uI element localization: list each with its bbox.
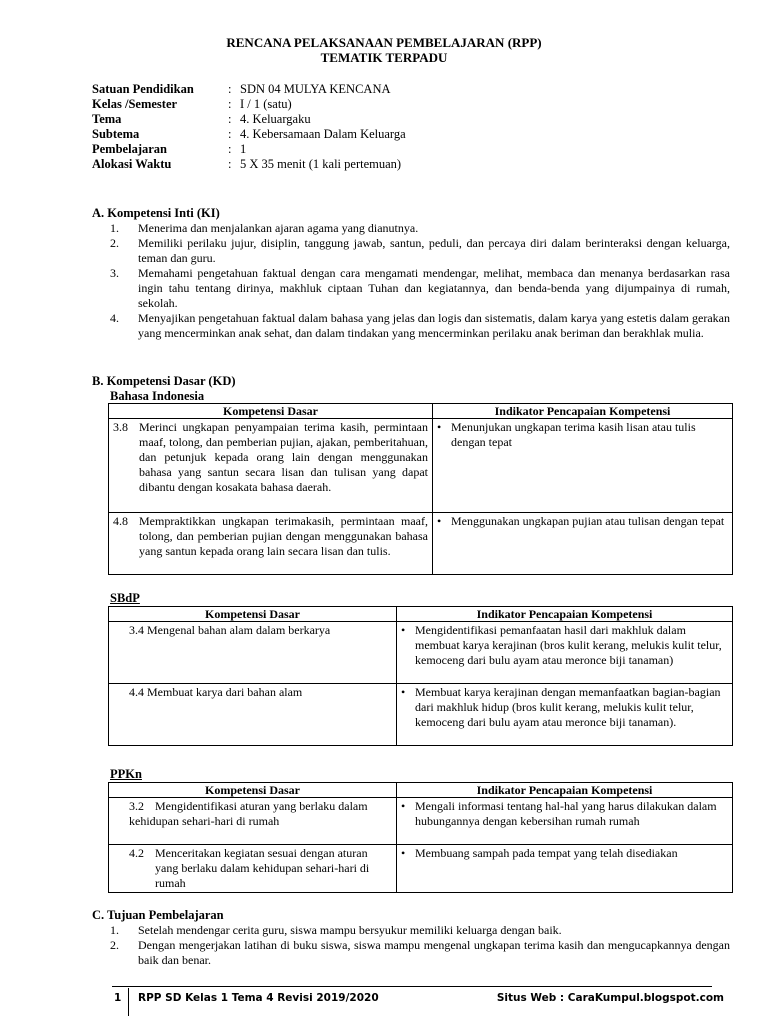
section-heading-ki: A. Kompetensi Inti (KI) (92, 206, 220, 220)
identity-label: Kelas /Semester (92, 97, 178, 111)
identity-value: I / 1 (satu) (240, 97, 292, 111)
kd-text: Menceritakan kegiatan sesuai dengan aturan yang berlaku dalam kehidupan sehari-hari di rumah (155, 846, 370, 890)
column-header-indikator: Indikator Pencapaian Kompetensi (433, 404, 733, 419)
list-text: Menerima dan menjalankan ajaran agama yang dianutnya. (138, 221, 419, 235)
bullet-icon: • (437, 420, 442, 434)
identity-row (92, 82, 406, 97)
column-header-indikator: Indikator Pencapaian Kompetensi (397, 783, 733, 798)
kd-cell (109, 798, 397, 845)
list-text: Memiliki perilaku jujur, disiplin, tanggung jawab, santun, peduli, dan percaya diri dalam berinteraksi dengan keluarga, teman dan guru. (138, 236, 730, 265)
bullet-icon: • (401, 799, 406, 813)
kd-text: Mengidentifikasi aturan yang berlaku dalam kehidupan sehari-hari di rumah (129, 799, 368, 828)
identity-colon: : (228, 82, 232, 96)
indikator-cell (433, 513, 733, 575)
list-text: Menyajikan pengetahuan faktual dalam bahasa yang jelas dan logis dan sistematis, dalam karya yang estetis dalam gerakan yang mencerminkan anak sehat, dan dalam tindakan yang mencerminkan perilaku anak beriman dan berakhlak mulia. (138, 311, 730, 340)
list-item (110, 311, 730, 341)
indikator-cell (397, 798, 733, 845)
identity-colon: : (228, 142, 232, 156)
identity-row (92, 142, 406, 157)
indikator-cell (397, 845, 733, 893)
subject-heading-bahasa: Bahasa Indonesia (110, 389, 205, 403)
list-item (110, 236, 730, 266)
bullet-icon: • (401, 623, 406, 637)
table-row (109, 845, 733, 893)
column-header-kd: Kompetensi Dasar (109, 607, 397, 622)
indikator-cell (397, 684, 733, 746)
document-title: RENCANA PELAKSANAAN PEMBELAJARAN (RPP) (226, 35, 542, 50)
kd-number: 4.2 (129, 846, 144, 860)
identity-table (92, 82, 406, 172)
identity-label: Tema (92, 112, 122, 126)
section-heading-tujuan: C. Tujuan Pembelajaran (92, 908, 224, 922)
table-row (109, 798, 733, 845)
identity-label: Alokasi Waktu (92, 157, 172, 171)
indikator-text: Membuat karya kerajinan dengan memanfaatkan bagian-bagian dari makhluk hidup (bros kulit kerang, melukis kulit telur, kemoceng dari bulu ayam atau meronce biji tanaman). (415, 685, 721, 729)
tujuan-list (110, 923, 730, 968)
list-item (110, 938, 730, 968)
table-row (109, 513, 733, 575)
kd-text: Merinci ungkapan penyampaian terima kasih, permintaan maaf, tolong, dan pemberian pujian, ajakan, pemberitahuan, dan petunjuk kepada orang lain dengan menggunakan bahasa yang santun secara lisan dan tulisan yang dapat dibantu dengan kosakata bahasa daerah. (139, 420, 428, 494)
list-text: Dengan mengerjakan latihan di buku siswa, siswa mampu mengenal ungkapan terima kasih dan mengucapkannya dengan baik dan benar. (138, 938, 730, 967)
table-row (109, 419, 733, 513)
indikator-text: Mengidentifikasi pemanfaatan hasil dari makhluk dalam membuat karya kerajinan (bros kulit kerang, melukis kulit telur, kemoceng dari bulu ayam atau meronce biji tanaman) (415, 623, 722, 667)
table-header-row (109, 404, 733, 419)
kd-table-sbdp (108, 606, 733, 746)
footer-doc-title: RPP SD Kelas 1 Tema 4 Revisi 2019/2020 (138, 992, 379, 1004)
identity-row (92, 157, 406, 172)
identity-value: 1 (240, 142, 247, 156)
list-number: 4. (110, 311, 119, 325)
footer-divider (112, 986, 712, 987)
document-subtitle: TEMATIK TERPADU (320, 50, 448, 65)
list-text: Setelah mendengar cerita guru, siswa mampu bersyukur memiliki keluarga dengan baik. (138, 923, 562, 937)
identity-colon: : (228, 97, 232, 111)
footer-website: Situs Web : CaraKumpul.blogspot.com (496, 992, 724, 1004)
kd-table-bahasa (108, 403, 733, 575)
identity-row (92, 97, 406, 112)
list-number: 3. (110, 266, 119, 280)
identity-colon: : (228, 157, 232, 171)
identity-label: Pembelajaran (92, 142, 167, 156)
ki-list (110, 221, 730, 341)
list-number: 2. (110, 938, 119, 952)
identity-row (92, 127, 406, 142)
footer-separator (128, 988, 129, 1016)
indikator-cell (397, 622, 733, 684)
identity-row (92, 112, 406, 127)
identity-value: 5 X 35 menit (1 kali pertemuan) (240, 157, 402, 171)
list-item (110, 221, 730, 236)
kd-number: 4.8 (113, 514, 128, 528)
list-number: 2. (110, 236, 119, 250)
kd-cell: 3.4 Mengenal bahan alam dalam berkarya (109, 622, 397, 684)
kd-table-ppkn (108, 782, 733, 893)
list-number: 1. (110, 221, 119, 235)
subject-heading-ppkn: PPKn (110, 767, 142, 781)
identity-label: Satuan Pendidikan (92, 82, 194, 96)
kd-number: 3.8 (113, 420, 128, 434)
subject-heading-sbdp: SBdP (110, 591, 140, 605)
table-row (109, 622, 733, 684)
identity-value: 4. Keluargaku (240, 112, 311, 126)
indikator-cell (433, 419, 733, 513)
bullet-icon: • (401, 846, 406, 860)
kd-cell (109, 845, 397, 893)
bullet-icon: • (401, 685, 406, 699)
list-item (110, 923, 730, 938)
list-text: Memahami pengetahuan faktual dengan cara mengamati mendengar, melihat, membaca dan menanya berdasarkan rasa ingin tahu tentang dirinya, makhluk ciptaan Tuhan dan kegiatannya, dan benda-benda yang dijumpainya di rumah, sekolah. (138, 266, 730, 310)
list-number: 1. (110, 923, 119, 937)
kd-cell (109, 419, 433, 513)
indikator-text: Menggunakan ungkapan pujian atau tulisan dengan tepat (451, 514, 725, 528)
page-number: 1 (114, 992, 122, 1004)
indikator-text: Membuang sampah pada tempat yang telah disediakan (415, 846, 678, 860)
kd-cell: 4.4 Membuat karya dari bahan alam (109, 684, 397, 746)
table-header-row (109, 607, 733, 622)
column-header-indikator: Indikator Pencapaian Kompetensi (397, 607, 733, 622)
section-heading-kd: B. Kompetensi Dasar (KD) (92, 374, 236, 388)
list-item (110, 266, 730, 311)
indikator-text: Menunjukan ungkapan terima kasih lisan atau tulis dengan tepat (451, 420, 696, 449)
bullet-icon: • (437, 514, 442, 528)
kd-number: 3.2 (129, 799, 144, 813)
table-header-row (109, 783, 733, 798)
kd-cell (109, 513, 433, 575)
column-header-kd: Kompetensi Dasar (109, 783, 397, 798)
identity-value: SDN 04 MULYA KENCANA (240, 82, 391, 96)
identity-colon: : (228, 112, 232, 126)
identity-label: Subtema (92, 127, 140, 141)
identity-value: 4. Kebersamaan Dalam Keluarga (240, 127, 406, 141)
column-header-kd: Kompetensi Dasar (109, 404, 433, 419)
kd-text: Mempraktikkan ungkapan terimakasih, permintaan maaf, tolong, dan pemberian pujian dengan menggunakan bahasa yang santun kepada orang lain secara lisan dan tulis. (139, 514, 428, 558)
indikator-text: Mengali informasi tentang hal-hal yang harus dilakukan dalam hubungannya dengan kebersihan rumah rumah (415, 799, 717, 828)
identity-colon: : (228, 127, 232, 141)
table-row (109, 684, 733, 746)
